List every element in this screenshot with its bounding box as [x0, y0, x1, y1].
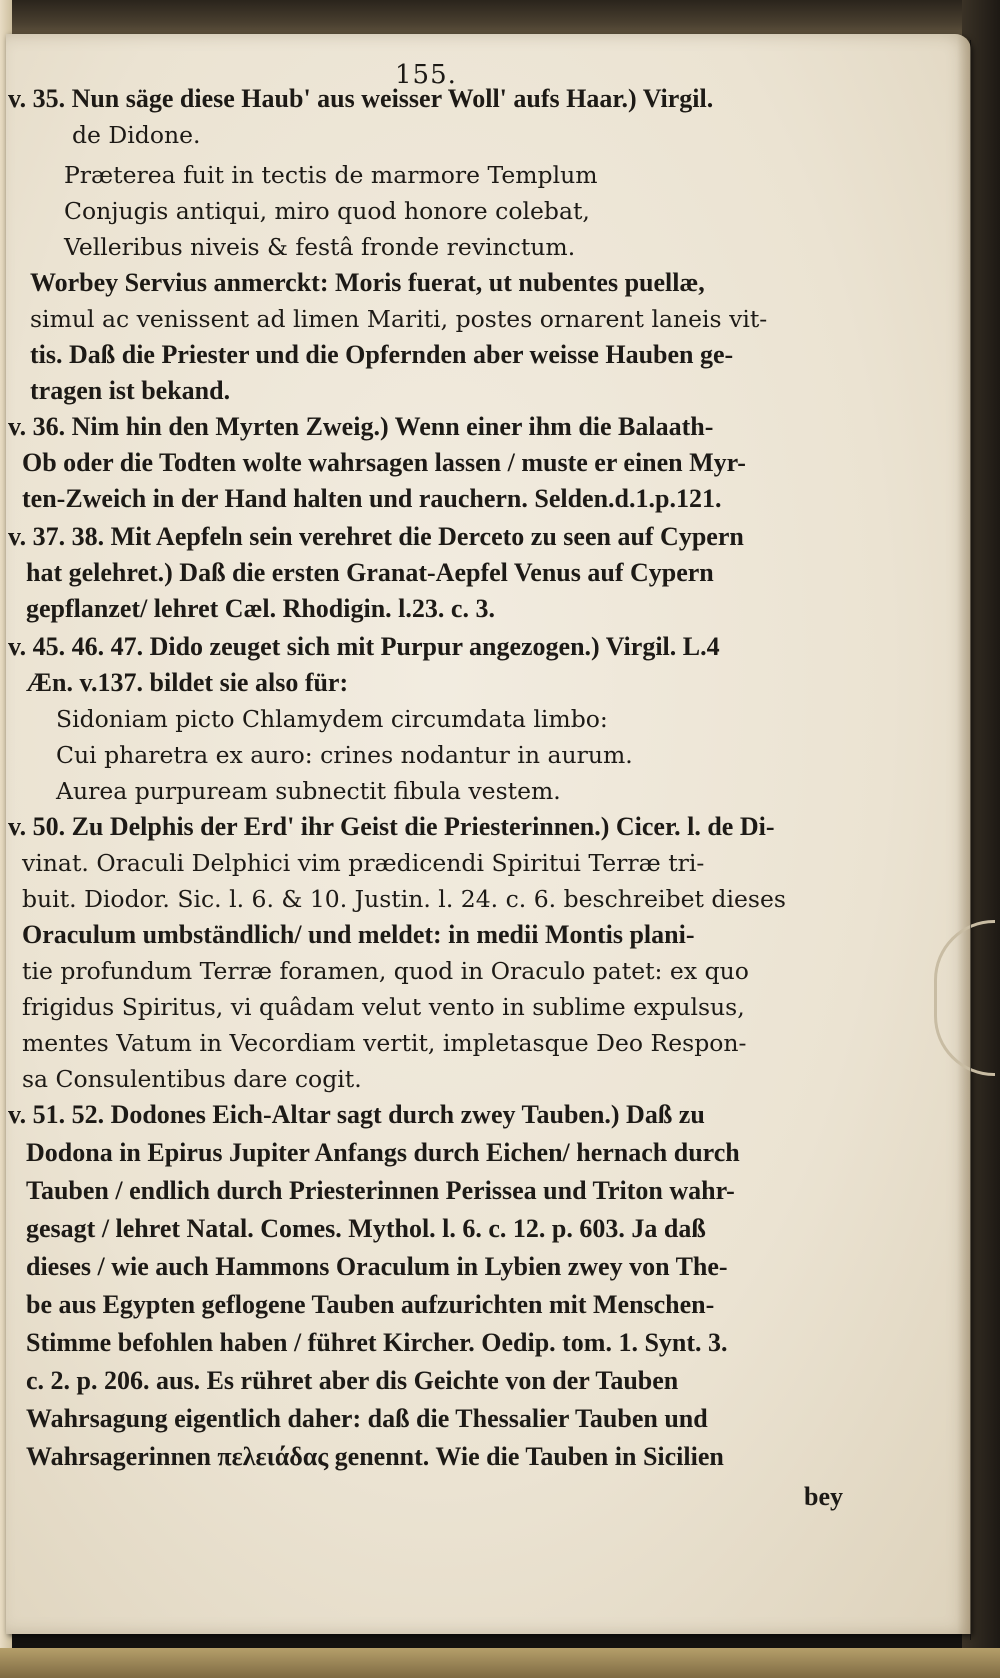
- text-line: Oraculum umbständlich/ und meldet: in medii Montis plani-: [22, 920, 695, 949]
- text-line: vinat. Oraculi Delphici vim prædicendi Spiritui Terræ tri-: [22, 849, 705, 877]
- text-line: v. 50. Zu Delphis der Erd' ihr Geist die Priesterinnen.) Cicer. l. de Di-: [8, 812, 775, 841]
- text-line: v. 51. 52. Dodones Eich-Altar sagt durch zwey Tauben.) Daß zu: [8, 1100, 705, 1129]
- text-line: Sidoniam picto Chlamydem circumdata limbo:: [56, 705, 608, 733]
- text-line: simul ac venissent ad limen Mariti, postes ornarent laneis vit-: [30, 305, 768, 333]
- text-line: Conjugis antiqui, miro quod honore colebat,: [64, 197, 590, 225]
- text-line: Stimme befohlen haben / führet Kircher. Oedip. tom. 1. Synt. 3.: [26, 1328, 728, 1357]
- text-line: Præterea fuit in tectis de marmore Templum: [64, 161, 598, 189]
- text-line: v. 45. 46. 47. Dido zeuget sich mit Purpur angezogen.) Virgil. L.4: [8, 632, 720, 661]
- text-line: Dodona in Epirus Jupiter Anfangs durch Eichen/ hernach durch: [26, 1138, 740, 1167]
- text-line: tragen ist bekand.: [30, 376, 231, 405]
- text-line: Worbey Servius anmerckt: Moris fuerat, ut nubentes puellæ,: [30, 268, 705, 297]
- text-line: Aurea purpuream subnectit fibula vestem.: [56, 777, 561, 805]
- text-line: v. 35. Nun säge diese Haub' aus weisser Woll' aufs Haar.) Virgil.: [8, 84, 714, 113]
- text-line: sa Consulentibus dare cogit.: [22, 1065, 362, 1093]
- book-bottom-edge: [0, 1648, 1000, 1678]
- page-number: 155.: [395, 60, 457, 90]
- text-line: v. 37. 38. Mit Aepfeln sein verehret die Derceto zu seen auf Cypern: [8, 522, 744, 551]
- text-line: frigidus Spiritus, vi quâdam velut vento in sublime expulsus,: [22, 993, 745, 1021]
- text-line: tie profundum Terræ foramen, quod in Oraculo patet: ex quo: [22, 957, 749, 985]
- text-line: gesagt / lehret Natal. Comes. Mythol. l. 6. c. 12. p. 603. Ja daß: [26, 1214, 706, 1243]
- text-line: Ob oder die Todten wolte wahrsagen lassen / muste er einen Myr-: [22, 448, 746, 477]
- page-edge-line: [970, 40, 971, 1640]
- text-line: ten-Zweich in der Hand halten und rauchern. Selden.d.1.p.121.: [22, 484, 722, 513]
- text-line: gepflanzet/ lehret Cæl. Rhodigin. l.23. c. 3.: [26, 594, 495, 623]
- catchword: bey: [804, 1482, 843, 1511]
- page-fold-shadow: [957, 34, 971, 1634]
- text-line: Wahrsagerinnen πελειάδας genennt. Wie die Tauben in Sicilien: [26, 1442, 724, 1471]
- text-line: mentes Vatum in Vecordiam vertit, impletasque Deo Respon-: [22, 1029, 747, 1057]
- text-line: dieses / wie auch Hammons Oraculum in Lybien zwey von The-: [26, 1252, 728, 1281]
- text-line: Velleribus niveis & festâ fronde revinctum.: [64, 233, 576, 261]
- text-line: Æn. v.137. bildet sie also für:: [26, 668, 349, 697]
- text-line: Cui pharetra ex auro: crines nodantur in aurum.: [56, 741, 633, 769]
- text-line: Tauben / endlich durch Priesterinnen Perissea und Triton wahr-: [26, 1176, 735, 1205]
- text-line: c. 2. p. 206. aus. Es rühret aber dis Geichte von der Tauben: [26, 1366, 679, 1395]
- text-line: hat gelehret.) Daß die ersten Granat-Aepfel Venus auf Cypern: [26, 558, 714, 587]
- text-line: v. 36. Nim hin den Myrten Zweig.) Wenn einer ihm die Balaath-: [8, 412, 714, 441]
- text-line: Wahrsagung eigentlich daher: daß die Thessalier Tauben und: [26, 1404, 708, 1433]
- text-line: buit. Diodor. Sic. l. 6. & 10. Justin. l. 24. c. 6. beschreibet dieses: [22, 885, 786, 913]
- text-line: de Didone.: [72, 121, 201, 149]
- text-line: tis. Daß die Priester und die Opfernden aber weisse Hauben ge-: [30, 340, 734, 369]
- text-line: be aus Egypten geflogene Tauben aufzurichten mit Menschen-: [26, 1290, 715, 1319]
